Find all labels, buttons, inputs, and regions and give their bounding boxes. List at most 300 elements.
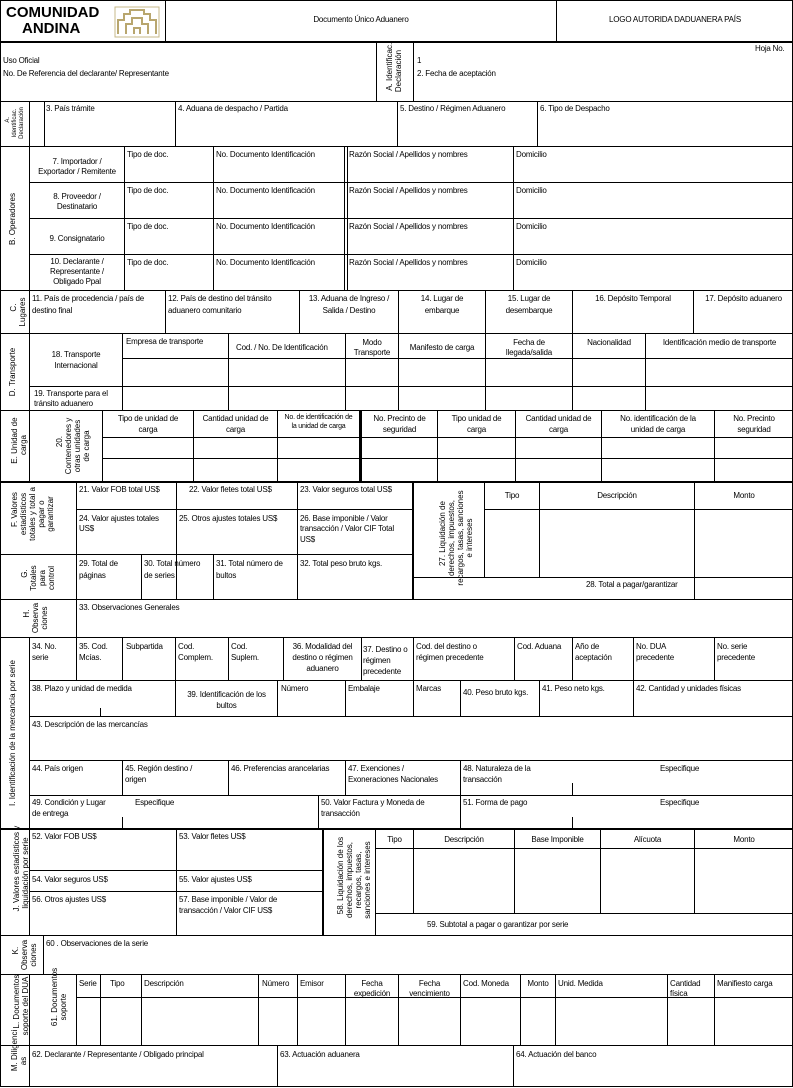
col-divider (460, 795, 461, 829)
section-j-side-label (3, 819, 30, 927)
col-divider (460, 680, 461, 716)
operator-label-l3: Obligado Ppal (53, 277, 101, 286)
field-17-deposito-aduanero: 17. Depósito aduanero (705, 294, 782, 303)
col-divider (141, 974, 142, 1046)
ident-line1: A. Identificac. (385, 42, 394, 91)
col-divider (76, 637, 77, 680)
field-29-l2: páginas (79, 571, 106, 580)
tipo-unidad2-l1: Tipo unidad de (451, 414, 502, 423)
field-44-pais-origen: 44. País origen (32, 764, 83, 773)
razon-social-label: Razón Social / Apellidos y nombres (349, 186, 468, 195)
domicilio-label: Domicilio (516, 222, 547, 231)
hoja-number: Hoja No. (755, 44, 785, 53)
col-divider (555, 974, 556, 1046)
cantidad-fisica-l2: física (670, 989, 688, 998)
col-divider (175, 101, 176, 147)
row-divider (29, 386, 793, 387)
f20-l1: 20. (55, 436, 64, 448)
row-divider (102, 437, 793, 438)
nacionalidad-label: Nacionalidad (587, 338, 631, 347)
marcas-label: Marcas (416, 684, 442, 693)
especifique-label: Especifique (660, 798, 700, 807)
field-19-l2: tránsito aduanero (34, 399, 93, 408)
field-13-l2: Salida / Destino (322, 306, 376, 315)
field-11-l2: destino final (32, 306, 73, 315)
field-33-observaciones: 33. Observaciones Generales (79, 603, 180, 612)
side-c-l2: Lugares (18, 297, 27, 327)
side-m-l1: M. Diligenci (10, 1029, 19, 1072)
monto-header: Monto (733, 835, 755, 844)
col-divider (345, 760, 346, 795)
col-divider (258, 974, 259, 1046)
section-a-side-label (0, 101, 30, 145)
field-46-preferencias: 46. Preferencias arancelarias (231, 764, 330, 773)
identificacion-medio-label: Identificación medio de transporte (662, 338, 777, 347)
especifique-label: Especifique (660, 764, 700, 773)
tipo-doc-label: Tipo de doc. (127, 150, 169, 159)
col-divider (633, 637, 634, 680)
col-divider (141, 554, 142, 600)
field-15-l1: 15. Lugar de (507, 294, 551, 303)
cantidad-unidad-l2: carga (225, 425, 245, 434)
side-k-l2: Observa (20, 939, 29, 971)
col-divider (277, 680, 278, 716)
field-30-l2: de series (144, 571, 175, 580)
cod-complem-l1: Cod. (178, 642, 195, 651)
row-divider (76, 509, 413, 510)
side-f-l5: garantizar (46, 496, 55, 532)
fecha-vencimiento-l2: vencimiento (409, 989, 450, 998)
alicuota-header: Alícuota (633, 835, 662, 844)
row-divider (29, 182, 793, 183)
numero-label: Número (281, 684, 309, 693)
field-32-peso-bruto: 32. Total peso bruto kgs. (300, 559, 383, 568)
side-divider (29, 333, 30, 411)
section-i-side-label: I. Identificación de la mercancía por serie (8, 660, 17, 806)
field-59-subtotal: 59. Subtotal a pagar o garantizar por serie (427, 920, 569, 929)
manifiesto-label: Manifesto de carga (409, 343, 475, 352)
no-doc-label: No. Documento Identificación (216, 186, 315, 195)
section-f-side-label (1, 482, 57, 546)
comunidad-andina-logo (4, 4, 162, 38)
row-divider (29, 680, 793, 681)
side-c-l1: C. (9, 303, 18, 312)
tick (100, 708, 101, 716)
section-d-side-label: D. Transporte (8, 347, 17, 397)
field-47-l1: 47. Exenciones / (348, 764, 404, 773)
col-divider (175, 637, 176, 680)
f61-l2: soporte (59, 993, 68, 1021)
field-58-label (327, 829, 371, 931)
cod-destino-l1: Cod. del destino o (416, 642, 477, 651)
unid-medida-header: Unid. Medida (558, 979, 603, 988)
field-63-actuacion-aduanera: 63. Actuación aduanera (280, 1050, 360, 1059)
side-e-l1: E. Unidad de (10, 417, 19, 464)
field-45-l2: origen (125, 775, 147, 784)
col-divider (122, 333, 123, 411)
operator-label-l1: 10. Declarante / (50, 257, 104, 266)
tipo-unidad-l1: Tipo de unidad de (117, 414, 179, 423)
field-51-forma-pago: 51. Forma de pago (463, 798, 528, 807)
col-divider (297, 974, 298, 1046)
razon-social-label: Razón Social / Apellidos y nombres (349, 150, 468, 159)
operator-label-l1: 7. Importador / (52, 157, 102, 166)
side-j-l1: J. Valores estadísticos y (12, 825, 21, 912)
cod-complem-l2: Complem. (178, 653, 213, 662)
tipo-header: Tipo (387, 835, 402, 844)
col-divider (228, 637, 229, 680)
field-38-plazo: 38. Plazo y unidad de medida (32, 684, 132, 693)
field-39-l1: 39. Identificación de los (187, 690, 266, 699)
field-31-l1: 31. Total número de (216, 559, 283, 568)
side-l-l2: soporte del DUA (21, 976, 30, 1036)
empresa-transporte-label: Empresa de transporte (126, 337, 204, 346)
no-identificacion2-l1: No. identificación de la (620, 414, 696, 423)
col-divider (76, 974, 77, 1046)
field-31-l2: bultos (216, 571, 237, 580)
authority-logo-text: LOGO AUTORIDA DADUANERA PAÍS (609, 15, 741, 24)
cod-identificacion-label: Cod. / No. De Identificación (236, 343, 328, 352)
operator-label-l2: Representante / (50, 267, 104, 276)
cod-suplem-l2: Suplem. (231, 653, 259, 662)
precinto-l2: seguridad (382, 425, 417, 434)
numero-header: Número (262, 979, 290, 988)
side-h-l2: Observa (31, 602, 40, 634)
side-g-l2: Totales (29, 565, 38, 591)
modo-l1: Modo (362, 338, 382, 347)
especifique-label: Especifique (135, 798, 175, 807)
field-26-l2: transacción / Valor CIF Total (300, 524, 394, 533)
field-47-l2: Exoneraciones Nacionales (348, 775, 438, 784)
field-6-tipo-despacho: 6. Tipo de Despacho (540, 104, 610, 113)
tipo-header: Tipo (504, 491, 520, 500)
f27-l2: derechos, impuestos, (447, 499, 456, 577)
section-b-side-label: B. Operadores (8, 192, 17, 246)
field-27-label (429, 488, 474, 588)
field-53-fletes: 53. Valor fletes US$ (179, 832, 246, 841)
col-divider (460, 760, 461, 795)
field-12-l2: aduanero comunitario (168, 306, 242, 315)
field-37-l1: 37. Destino o (363, 645, 408, 654)
razon-social-label: Razón Social / Apellidos y nombres (349, 258, 468, 267)
row-divider (122, 358, 793, 359)
field-37-l3: precedente (363, 667, 402, 676)
domicilio-label: Domicilio (516, 150, 547, 159)
field-49-l2: de entrega (32, 809, 69, 818)
row-divider (375, 848, 793, 849)
logo-text-line1: COMUNIDAD (6, 4, 100, 21)
field-19-l1: 19. Transporte para el (34, 389, 108, 398)
col-divider (228, 760, 229, 795)
col-divider (514, 637, 515, 680)
precinto2-l2: seguridad (737, 425, 771, 434)
mid-divider (322, 828, 324, 936)
field-41-peso-neto: 41. Peso neto kgs. (542, 684, 605, 693)
subpartida-label: Subpartida (126, 642, 163, 651)
row-divider (29, 891, 323, 892)
monto-header: Monto (733, 491, 755, 500)
col-divider (513, 1045, 514, 1087)
f27-l1: 27. Liquidación de (438, 501, 447, 567)
tipo-unidad-l2: carga (138, 425, 158, 434)
section-m-side-label (1, 1029, 28, 1080)
cantidad-unidad2-l1: Cantidad unidad de (525, 414, 592, 423)
fecha-expedicion-l1: Fecha (361, 979, 383, 988)
field-36-l1: 36. Modalidad del (292, 642, 353, 651)
field-55-ajustes: 55. Valor ajustes US$ (179, 875, 252, 884)
side-f-l4: pagar o (37, 500, 46, 528)
tipo-doc-label: Tipo de doc. (127, 222, 169, 231)
cod-suplem-l1: Cod. (231, 642, 248, 651)
ident-line2: Declaración (394, 49, 403, 93)
descripcion-header: Descripción (444, 835, 484, 844)
f58-l3: recargos, tasas, (354, 851, 363, 909)
f61-l1: 61. Documentos (50, 967, 59, 1027)
col-divider (165, 290, 166, 334)
col-divider (460, 974, 461, 1046)
field-42-cantidad: 42. Cantidad y unidades físicas (636, 684, 741, 693)
side-divider (76, 481, 77, 600)
field-36-l3: aduanero (306, 664, 339, 673)
fecha-llegada-l2: llegada/salida (505, 348, 553, 357)
cantidad-unidad-l1: Cantidad unidad de (202, 414, 269, 423)
domicilio-label: Domicilio (516, 186, 547, 195)
col-divider (176, 481, 177, 600)
field-20-label (46, 412, 91, 480)
row-divider (102, 458, 793, 459)
side-h-l3: ciones (40, 606, 49, 630)
row-divider (375, 913, 793, 914)
side-g-l3: para (38, 570, 47, 587)
field-35-l1: 35. Cod. (79, 642, 108, 651)
field-24-l2: US$ (79, 524, 94, 533)
field-36-l2: destino o régimen (292, 653, 353, 662)
col-divider (633, 680, 634, 716)
row-divider (29, 716, 793, 717)
col-divider (44, 101, 45, 147)
side-g-l1: G. (20, 569, 29, 578)
field-37-l2: régimen (363, 656, 391, 665)
col-divider (122, 637, 123, 680)
field-16-deposito-temporal: 16. Depósito Temporal (595, 294, 671, 303)
row-divider (29, 760, 793, 761)
col-divider (228, 333, 229, 411)
anio-aceptacion-l1: Año de (575, 642, 600, 651)
field-34-l1: 34. No. (32, 642, 57, 651)
side-a-l2: Identificac. (12, 108, 18, 138)
side-j-l2: liquidación por serie (21, 837, 30, 909)
col-divider (213, 554, 214, 600)
field-57-l2: transacción / Valor CIF US$ (179, 906, 273, 915)
fecha-vencimiento-l1: Fecha (418, 979, 441, 988)
no-dua-l2: precedente (636, 653, 675, 662)
no-dua-l1: No. DUA (636, 642, 667, 651)
no-doc-label: No. Documento Identificación (216, 222, 315, 231)
col-divider (345, 680, 346, 716)
field-14-l1: 14. Lugar de (420, 294, 464, 303)
f27-l3: recargos, tasas, sanciones (456, 490, 465, 586)
no-identificacion2-l2: unidad de carga (630, 425, 686, 434)
no-doc-label: No. Documento Identificación (216, 258, 315, 267)
anio-aceptacion-l2: aceptación (575, 653, 612, 662)
f58-l4: sanciones e intereses (363, 841, 372, 919)
ident-side-label (376, 41, 414, 101)
field-4-aduana-despacho: 4. Aduana de despacho / Partida (178, 104, 288, 113)
precinto2-l1: No. Precinto (733, 414, 775, 423)
cantidad-fisica-l1: Cantidad (670, 979, 701, 988)
field-18-l1: 18. Transporte (51, 350, 101, 359)
side-m-l2: as (19, 1056, 28, 1066)
no-serie-l1: No. serie (717, 642, 748, 651)
section-h-side-label (13, 599, 49, 637)
uso-oficial: Uso Oficial (3, 56, 40, 65)
col-divider (176, 828, 177, 936)
field-49-l1: 49. Condición y Lugar (32, 798, 106, 807)
field-5-destino-regimen: 5. Destino / Régimen Aduanero (400, 104, 506, 113)
side-f-l1: F. Valores (10, 492, 19, 528)
tipo-unidad2-l2: carga (466, 425, 486, 434)
field-24-l1: 24. Valor ajustes totales (79, 514, 159, 523)
col-divider (714, 974, 715, 1046)
side-l-l1: L. Documentos (12, 974, 21, 1029)
logo-text-line2: ANDINA (22, 20, 81, 37)
col-divider (361, 637, 362, 680)
tipo-header: Tipo (110, 979, 125, 988)
row-divider (29, 218, 793, 219)
field-14-l2: embarque (424, 306, 460, 315)
col-divider (297, 481, 298, 600)
col-divider (397, 101, 398, 147)
field-2-fecha-aceptacion: 2. Fecha de aceptación (417, 69, 496, 78)
cod-aduana-label: Cod. Aduana (517, 642, 562, 651)
col-divider (318, 795, 319, 829)
no-identificacion-l1: No. de identificación de (284, 414, 353, 421)
field-25-otros-ajustes: 25. Otros ajustes totales US$ (179, 514, 278, 523)
field-50-l1: 50. Valor Factura y Moneda de (321, 798, 425, 807)
base-imponible-header: Base Imponible (531, 835, 584, 844)
fecha-llegada-l1: Fecha de (513, 338, 545, 347)
section-c-side-label (0, 292, 28, 332)
field-13-l1: 13. Aduana de Ingreso / (308, 294, 390, 303)
field-12-l1: 12. País de destino del tránsito (168, 294, 272, 303)
razon-social-label: Razón Social / Apellidos y nombres (349, 222, 468, 231)
tipo-doc-label: Tipo de doc. (127, 186, 169, 195)
col-divider (667, 974, 668, 1046)
section-e-side-label (1, 415, 27, 475)
field-18-l2: Internacional (54, 361, 98, 370)
col-divider (413, 680, 414, 716)
col-divider (572, 637, 573, 680)
section-g-side-label (11, 558, 56, 598)
no-doc-label: No. Documento Identificación (216, 150, 315, 159)
operator-label-l2: Exportador / Remitente (38, 167, 116, 176)
field-54-seguros: 54. Valor seguros US$ (32, 875, 108, 884)
modo-l2: Transporte (353, 348, 391, 357)
row-divider (29, 795, 793, 796)
side-divider (29, 637, 30, 829)
tick (572, 783, 573, 795)
thick-divider (0, 481, 793, 483)
cantidad-unidad2-l2: carga (548, 425, 568, 434)
field-23-seguros-total: 23. Valor seguros total US$ (300, 485, 392, 494)
field-15-l2: desembarque (505, 306, 553, 315)
field-56-otros-ajustes: 56. Otros ajustes US$ (32, 895, 107, 904)
field-29-l1: 29. Total de (79, 559, 118, 568)
field-60-observaciones-serie: 60 . Observaciones de la serie (46, 939, 149, 948)
thick-divider (0, 828, 793, 830)
field-48-l1: 48. Naturaleza de la (463, 764, 531, 773)
domicilio-label: Domicilio (516, 258, 547, 267)
side-k-l1: K. (11, 946, 20, 955)
andean-emblem-icon (114, 6, 160, 38)
field-45-l1: 45. Región destino / (125, 764, 193, 773)
side-f-l2: estadísticos (19, 492, 28, 536)
side-k-l3: ciones (29, 943, 38, 967)
side-f-l3: totales y total a (28, 487, 37, 541)
field-40-peso-bruto: 40. Peso bruto kgs. (463, 688, 529, 697)
field-22-fletes-total: 22. Valor fletes total US$ (189, 485, 272, 494)
field-61-label (41, 967, 68, 1035)
emisor-header: Emisor (300, 979, 324, 988)
field-35-l2: Mcías. (79, 653, 102, 662)
f20-l2: Contenedores y (64, 417, 73, 475)
col-divider (100, 974, 101, 1046)
section-k-side-label (2, 937, 38, 973)
field-57-l1: 57. Base imponible / Valor de (179, 895, 278, 904)
cod-moneda-header: Cod. Moneda (463, 979, 509, 988)
field-26-l3: US$ (300, 535, 315, 544)
operator-label-l1: 8. Proveedor / (53, 192, 101, 201)
col-divider (413, 637, 414, 680)
row-divider (0, 554, 413, 555)
embalaje-label: Embalaje (348, 684, 380, 693)
serie-header: Serie (79, 979, 97, 988)
side-h-l1: H. (22, 609, 31, 618)
tipo-doc-label: Tipo de doc. (127, 258, 169, 267)
side-a-l3: Declaración (19, 107, 25, 139)
f58-l2: derechos, impuestos, (345, 841, 354, 919)
field-28-total-pagar: 28. Total a pagar/garantizar (586, 580, 678, 589)
col-divider (277, 1045, 278, 1087)
f58-l1: 58. Liquidación de los (336, 836, 345, 915)
field-34-l2: serie (32, 653, 49, 662)
reference-number: No. De Referencia del declarante/ Representante (3, 69, 169, 78)
side-divider (76, 599, 77, 638)
field-39-l2: bultos (216, 701, 237, 710)
field-43-descripcion: 43. Descripción de las mercancías (32, 720, 148, 729)
field-62-declarante: 62. Declarante / Representante / Obligado principal (32, 1050, 204, 1059)
descripcion-header: Descripción (597, 491, 637, 500)
field-52-fob: 52. Valor FOB US$ (32, 832, 97, 841)
row-divider (484, 509, 793, 510)
form-title: Documento Único Aduanero (313, 15, 409, 24)
field-64-actuacion-banco: 64. Actuación del banco (516, 1050, 597, 1059)
operator-label-l1: 9. Consignatario (49, 234, 105, 243)
col-divider (537, 101, 538, 147)
col-divider (714, 637, 715, 680)
f20-l3: otras unidades (73, 419, 82, 473)
field-50-l2: transacción (321, 809, 360, 818)
col-divider (122, 760, 123, 795)
field-3-pais-tramite: 3. País trámite (46, 104, 95, 113)
operator-label-l2: Destinatario (56, 202, 98, 211)
manifiesto-carga-header: Manifiesto carga (717, 979, 773, 988)
field-30-l1: 30. Total número (144, 559, 201, 568)
fecha-expedicion-l2: expedición (353, 989, 391, 998)
col-divider (539, 680, 540, 716)
mid-divider (412, 481, 414, 600)
field-26-l1: 26. Base imponible / Valor (300, 514, 388, 523)
